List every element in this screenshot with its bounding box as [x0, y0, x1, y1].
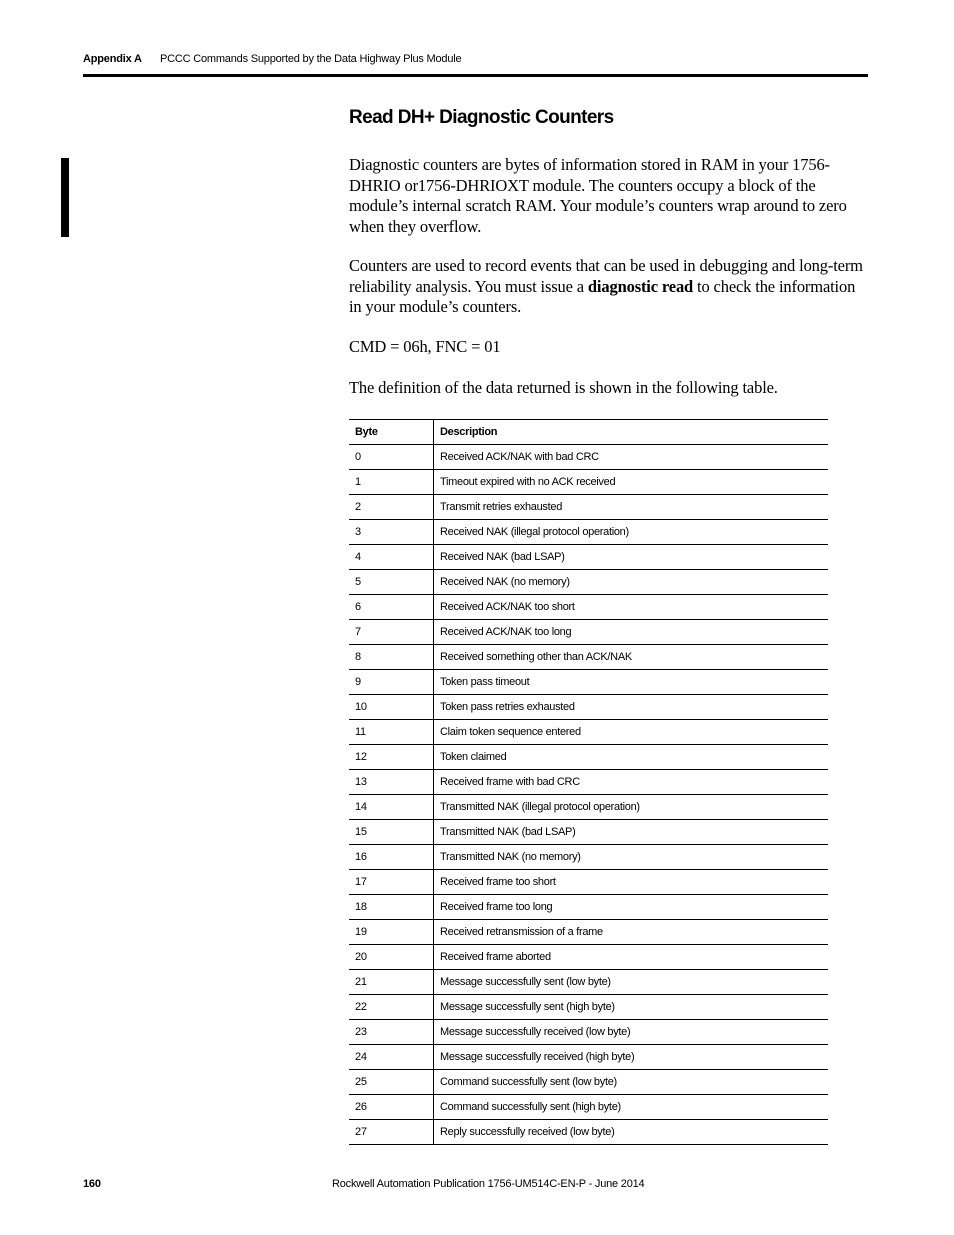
byte-cell: 17	[349, 870, 434, 895]
byte-cell: 26	[349, 1095, 434, 1120]
table-row	[349, 920, 828, 945]
description-cell: Received NAK (no memory)	[434, 570, 829, 595]
table-row	[349, 970, 828, 995]
table-row	[349, 795, 828, 820]
byte-cell: 8	[349, 645, 434, 670]
byte-cell: 27	[349, 1120, 434, 1145]
counters-text-1: Counters are used to record events that can be used in debugging and long-term reliability analysis. You must issue a	[349, 256, 863, 296]
appendix-label: Appendix A	[83, 53, 142, 65]
description-cell: Timeout expired with no ACK received	[434, 470, 829, 495]
table-row	[349, 845, 828, 870]
description-cell: Message successfully received (low byte)	[434, 1020, 829, 1045]
description-cell: Transmitted NAK (no memory)	[434, 845, 829, 870]
byte-cell: 16	[349, 845, 434, 870]
table-row	[349, 1020, 828, 1045]
byte-cell: 22	[349, 995, 434, 1020]
counters-paragraph	[349, 256, 869, 318]
byte-cell: 4	[349, 545, 434, 570]
byte-cell: 20	[349, 945, 434, 970]
table-row	[349, 470, 828, 495]
description-cell: Received something other than ACK/NAK	[434, 645, 829, 670]
description-cell: Received NAK (illegal protocol operation)	[434, 520, 829, 545]
byte-cell: 21	[349, 970, 434, 995]
table-row	[349, 520, 828, 545]
description-cell: Message successfully sent (high byte)	[434, 995, 829, 1020]
table-row	[349, 895, 828, 920]
page-number: 160	[83, 1178, 101, 1190]
byte-cell: 11	[349, 720, 434, 745]
running-header	[83, 53, 462, 65]
table-row	[349, 820, 828, 845]
byte-cell: 13	[349, 770, 434, 795]
table-row	[349, 995, 828, 1020]
description-cell: Received retransmission of a frame	[434, 920, 829, 945]
change-bar	[61, 158, 69, 237]
byte-cell: 9	[349, 670, 434, 695]
description-cell: Reply successfully received (low byte)	[434, 1120, 829, 1145]
description-cell: Transmitted NAK (bad LSAP)	[434, 820, 829, 845]
table-row	[349, 645, 828, 670]
table-row	[349, 545, 828, 570]
description-cell: Transmitted NAK (illegal protocol operation)	[434, 795, 829, 820]
description-cell: Received ACK/NAK too long	[434, 620, 829, 645]
description-cell: Transmit retries exhausted	[434, 495, 829, 520]
byte-cell: 19	[349, 920, 434, 945]
byte-cell: 25	[349, 1070, 434, 1095]
table-row	[349, 870, 828, 895]
table-row	[349, 1120, 828, 1145]
byte-cell: 7	[349, 620, 434, 645]
byte-cell: 12	[349, 745, 434, 770]
table-body	[349, 445, 828, 1145]
byte-cell: 14	[349, 795, 434, 820]
publication-info: Rockwell Automation Publication 1756-UM514C-EN-P - June 2014	[332, 1178, 645, 1190]
byte-cell: 18	[349, 895, 434, 920]
table-row	[349, 745, 828, 770]
diagnostic-read-term: diagnostic read	[587, 276, 694, 296]
section-title: Read DH+ Diagnostic Counters	[349, 107, 614, 128]
table-row	[349, 1070, 828, 1095]
table-intro: The definition of the data returned is shown in the following table.	[349, 378, 778, 397]
description-cell: Message successfully received (high byte)	[434, 1045, 829, 1070]
table-row	[349, 445, 828, 470]
byte-cell: 10	[349, 695, 434, 720]
description-cell: Command successfully sent (low byte)	[434, 1070, 829, 1095]
description-cell: Received ACK/NAK too short	[434, 595, 829, 620]
description-cell: Received frame aborted	[434, 945, 829, 970]
table-row	[349, 770, 828, 795]
byte-cell: 3	[349, 520, 434, 545]
table-row	[349, 720, 828, 745]
table-row	[349, 1095, 828, 1120]
byte-cell: 2	[349, 495, 434, 520]
description-cell: Token pass retries exhausted	[434, 695, 829, 720]
command-line: CMD = 06h, FNC = 01	[349, 337, 501, 356]
header-rule	[83, 74, 868, 77]
byte-cell: 5	[349, 570, 434, 595]
description-cell: Claim token sequence entered	[434, 720, 829, 745]
table-row	[349, 570, 828, 595]
table-row	[349, 670, 828, 695]
byte-cell: 6	[349, 595, 434, 620]
table-row	[349, 945, 828, 970]
byte-cell: 24	[349, 1045, 434, 1070]
byte-cell: 23	[349, 1020, 434, 1045]
description-cell: Received frame too short	[434, 870, 829, 895]
byte-cell: 0	[349, 445, 434, 470]
chapter-title: PCCC Commands Supported by the Data Highway Plus Module	[160, 53, 462, 65]
table-row	[349, 620, 828, 645]
table-row	[349, 595, 828, 620]
table-header-row	[349, 420, 828, 445]
diagnostic-counters-table	[349, 419, 828, 1145]
table-row	[349, 1045, 828, 1070]
table-row	[349, 495, 828, 520]
description-cell: Received NAK (bad LSAP)	[434, 545, 829, 570]
description-cell: Message successfully sent (low byte)	[434, 970, 829, 995]
description-cell: Received ACK/NAK with bad CRC	[434, 445, 829, 470]
byte-cell: 15	[349, 820, 434, 845]
description-cell: Token pass timeout	[434, 670, 829, 695]
description-cell: Received frame with bad CRC	[434, 770, 829, 795]
description-cell: Received frame too long	[434, 895, 829, 920]
counters-text-2: to check the information in your module’s counters.	[349, 276, 856, 316]
byte-column-header: Byte	[349, 420, 434, 445]
description-cell: Command successfully sent (high byte)	[434, 1095, 829, 1120]
byte-cell: 1	[349, 470, 434, 495]
description-cell: Token claimed	[434, 745, 829, 770]
intro-paragraph: Diagnostic counters are bytes of information stored in RAM in your 1756-DHRIO or1756-DHRIOXT module. The counters occupy a block of the module’s internal scratch RAM. Your module’s counters wrap around to zero when they overflow.	[349, 155, 847, 236]
table-row	[349, 695, 828, 720]
description-column-header: Description	[434, 420, 829, 445]
